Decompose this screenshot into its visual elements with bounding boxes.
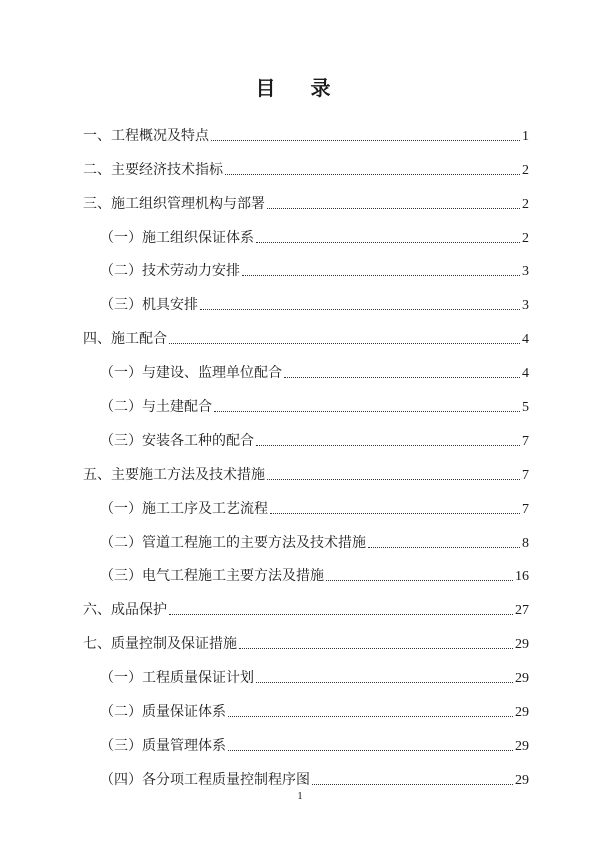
toc-entry[interactable] <box>83 585 529 619</box>
dot-leader <box>214 411 520 412</box>
toc-entry-title: （一）施工工序及工艺流程 <box>100 500 268 517</box>
toc-entry-title: （一）与建设、监理单位配合 <box>100 365 282 382</box>
toc-entry-page: 29 <box>515 705 529 721</box>
toc-entry[interactable] <box>83 111 529 145</box>
toc-entry[interactable] <box>83 653 529 687</box>
toc-entry-title: 七、质量控制及保证措施 <box>83 636 237 653</box>
toc-entry-page: 27 <box>515 603 529 619</box>
toc-entry[interactable] <box>83 484 529 518</box>
toc-entry-title: 六、成品保护 <box>83 602 167 619</box>
toc-entry[interactable] <box>83 552 529 586</box>
toc-entry[interactable] <box>83 314 529 348</box>
dot-leader <box>225 174 520 175</box>
toc-entry[interactable] <box>83 721 529 755</box>
toc-entry-page: 29 <box>515 772 529 788</box>
toc-entry-page: 7 <box>522 433 529 449</box>
toc-entry[interactable] <box>83 280 529 314</box>
toc-entry-title: 二、主要经济技术指标 <box>83 161 223 178</box>
toc-entry-title: （一）工程质量保证计划 <box>100 670 254 687</box>
toc-entry-page: 4 <box>522 366 529 382</box>
toc-entry-title: （三）安装各工种的配合 <box>100 432 254 449</box>
toc-entry-page: 3 <box>522 264 529 280</box>
dot-leader <box>169 343 520 344</box>
toc-entry-page: 2 <box>522 162 529 178</box>
toc-entry[interactable] <box>83 348 529 382</box>
dot-leader <box>228 750 513 751</box>
toc-entry[interactable] <box>83 145 529 179</box>
toc-entry-title: 一、工程概况及特点 <box>83 127 209 144</box>
toc-entry-title: 三、施工组织管理机构与部署 <box>83 195 265 212</box>
toc-entry-page: 8 <box>522 535 529 551</box>
toc-entry[interactable] <box>83 179 529 213</box>
dot-leader <box>242 275 520 276</box>
toc-entry-page: 29 <box>515 738 529 754</box>
dot-leader <box>312 784 513 785</box>
toc-entry-page: 29 <box>515 637 529 653</box>
toc-entry-title: （二）与土建配合 <box>100 399 212 416</box>
toc-entry-title: （三）机具安排 <box>100 297 198 314</box>
toc-entry[interactable] <box>83 518 529 552</box>
dot-leader <box>256 445 520 446</box>
toc-entry-page: 5 <box>522 400 529 416</box>
toc-entry-page: 7 <box>522 501 529 517</box>
dot-leader <box>270 513 520 514</box>
toc-entry[interactable] <box>83 619 529 653</box>
toc-entry-page: 3 <box>522 298 529 314</box>
toc-entry-title: （一）施工组织保证体系 <box>100 229 254 246</box>
dot-leader <box>256 242 520 243</box>
toc-entry-title: （三）电气工程施工主要方法及措施 <box>100 568 324 585</box>
toc-entry-page: 2 <box>522 230 529 246</box>
toc-entry[interactable] <box>83 247 529 281</box>
page-title: 目 录 <box>255 76 345 100</box>
toc-entry-title: （二）技术劳动力安排 <box>100 263 240 280</box>
toc-entry-title: （二）管道工程施工的主要方法及技术措施 <box>100 534 366 551</box>
toc-entry-page: 2 <box>522 196 529 212</box>
table-of-contents <box>83 111 529 789</box>
dot-leader <box>228 716 513 717</box>
toc-entry[interactable] <box>83 687 529 721</box>
dot-leader <box>326 580 513 581</box>
toc-entry[interactable] <box>83 382 529 416</box>
toc-entry-page: 16 <box>515 569 529 585</box>
toc-entry-title: （三）质量管理体系 <box>100 737 226 754</box>
dot-leader <box>267 208 520 209</box>
toc-entry[interactable] <box>83 416 529 450</box>
toc-entry-page: 29 <box>515 671 529 687</box>
dot-leader <box>239 648 513 649</box>
toc-entry-page: 4 <box>522 332 529 348</box>
toc-entry[interactable] <box>83 755 529 789</box>
dot-leader <box>256 682 513 683</box>
dot-leader <box>267 479 520 480</box>
toc-entry-title: 四、施工配合 <box>83 331 167 348</box>
toc-entry[interactable] <box>83 450 529 484</box>
dot-leader <box>211 140 520 141</box>
toc-entry[interactable] <box>83 213 529 247</box>
toc-entry-title: 五、主要施工方法及技术措施 <box>83 466 265 483</box>
toc-entry-page: 7 <box>522 467 529 483</box>
page-number-footer: 1 <box>297 790 303 802</box>
dot-leader <box>284 377 520 378</box>
toc-entry-page: 1 <box>522 128 529 144</box>
dot-leader <box>368 547 520 548</box>
dot-leader <box>200 309 520 310</box>
toc-entry-title: （四）各分项工程质量控制程序图 <box>100 771 310 788</box>
toc-entry-title: （二）质量保证体系 <box>100 704 226 721</box>
dot-leader <box>169 614 513 615</box>
